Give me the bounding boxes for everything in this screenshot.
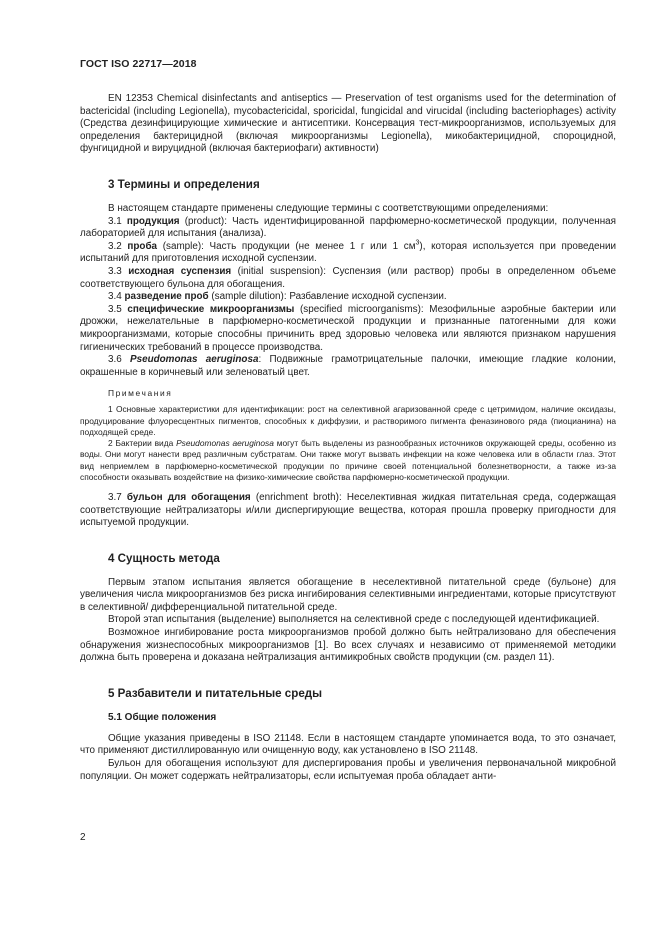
term-3-6 [80,354,616,379]
term-name: бульон для обогащения [126,491,251,503]
term-definition: (enrichment broth): Неселективная жидкая питательная среда, содержащая соответствующие нейтрализаторы и/или диспергирующие вещества, которая прошла проверку пригодности для испытуемой продукции. [80,491,616,529]
term-3-1 [80,216,616,241]
term-number: 3.6 [108,354,122,366]
term-name: разведение проб [124,291,209,303]
term-number: 3.3 [108,265,122,277]
term-definition: (sample dilution): Разбавление исходной суспензии. [208,291,447,303]
section-4-paragraph: Первым этапом испытания является обогащение в неселективной питательной среде (бульоне) для увеличения числа микроорганизмов без риска ингибирования селективными ингредиентами, которые присутствуют в селективной/ дифференциальной питательной среде. [80,576,616,613]
document-header: ГОСТ ISO 22717—2018 [80,58,197,70]
term-3-3 [80,266,616,291]
notes-block [80,388,616,483]
section-5-paragraph: Бульон для обогащения используют для диспергирования пробы и увеличения первоначальной микробной популяции. Он может содержать нейтрализаторы, если испытуемая проба обладает анти- [80,758,616,782]
term-name: специфические микроорганизмы [127,303,295,315]
term-number: 3.1 [108,215,122,227]
note-2-species: Pseudomonas aeruginosa [176,438,274,449]
term-number: 3.2 [108,240,122,252]
term-name: проба [127,240,158,252]
document-body [80,93,616,783]
note-2-prefix: 2 Бактерии вида [108,438,177,449]
term-name: продукция [126,215,180,227]
term-definition: (specified microorganisms): Мезофильные аэробные бактерии или дрожжи, нежелательные в парфюмерно-косметической продукции и признанные патогенными для кожи микроорганизмами, которые способны причинить вред здоровью человека или являются признаком нарушения гигиенических требований в процессе производства. [80,303,616,353]
notes-label: Примечания [108,388,173,399]
subsection-5-1-heading: 5.1 Общие положения [108,711,217,723]
term-definition: (initial suspension): Суспензия (или раствор) пробы в определенном объеме соответствующего бульона для обогащения. [80,265,616,290]
term-definition-cont: ), которая используется при проведении испытаний для приготовления исходной суспензии. [80,240,616,265]
term-name: Pseudomonas aeruginosa [130,354,259,366]
term-name: исходная суспензия [128,265,232,277]
section-4-heading: 4 Сущность метода [108,551,220,565]
superscript: 3 [415,239,420,247]
section-3-heading: 3 Термины и определения [108,177,260,191]
term-definition: : Подвижные грамотрицательные палочки, имеющие гладкие колонии, окрашенные в коричневый или зеленоватый цвет. [80,354,616,378]
section-3-lead: В настоящем стандарте применены следующие термины с соответствующими определениями: [108,202,549,214]
term-3-2 [80,241,616,266]
term-number: 3.7 [108,491,122,503]
section-5-heading: 5 Разбавители и питательные среды [108,686,323,700]
term-3-4 [80,291,616,304]
section-5-paragraph: Общие указания приведены в ISO 21148. Если в настоящем стандарте упоминается вода, то это означает, что применяют дистиллированную или очищенную воду, как установлено в ISO 21148. [80,732,616,757]
term-definition: (product): Часть идентифицированной парфюмерно-косметической продукции, полученная лабораторией для испытания (анализа). [80,215,616,240]
note-2 [80,438,616,483]
term-definition: (sample): Часть продукции (не менее 1 г или 1 см [157,240,416,252]
note-2-text: могут быть выделены из разнообразных источников окружающей среды, особенно из воды. Они могут нанести вред различным субстратам. Они также могут вызвать инфекции на коже человека или в области глаз. Этот вид неприемлем в парфюмерно-косметической продукции по причине своей потенциальной болезнетворности, а также из-за способности оказывать воздействие на физико-химические свойства парфюмерно-косметической продукции. [80,438,617,482]
section-4-paragraph: Второй этап испытания (выделение) выполняется на селективной среде с последующей идентификацией. [108,614,600,626]
page-number: 2 [80,832,86,843]
normative-reference-paragraph: EN 12353 Chemical disinfectants and antiseptics — Preservation of test organisms used for the determination of bactericidal (including Legionella), mycobactericidal, sporicidal, fungicidal and virucidal (including bacteriophages) activity (Средства дезинфицирующие химические и антисептики. Консервация тест-микроорганизмов, используемых для определения бактерицидной (включая микроорганизмы Legionella), микобактерицидной, спороцидной, фунгицидной и вируцидной (включая бактериофаги) активности) [80,93,616,155]
term-number: 3.4 [108,291,122,303]
term-3-7 [80,492,616,530]
term-3-5 [80,304,616,354]
section-4-paragraph: Возможное ингибирование роста микроорганизмов пробой должно быть нейтрализовано для обеспечения обнаружения жизнеспособных микроорганизмов [1]. Во всех случаях и независимо от применяемой методики должна быть проверена и доказана нейтрализация антимикробных свойств продукции (см. раздел 11). [80,627,616,664]
note-1: 1 Основные характеристики для идентификации: рост на селективной агаризованной среде с цетримидом, наличие оксидазы, продуцирование флуоресцентных пигментов, способных к диффузии, и растворимого пигмента феназинового ряда (пиоцианина) на подходящей среде. [80,404,616,437]
term-number: 3.5 [108,303,122,315]
